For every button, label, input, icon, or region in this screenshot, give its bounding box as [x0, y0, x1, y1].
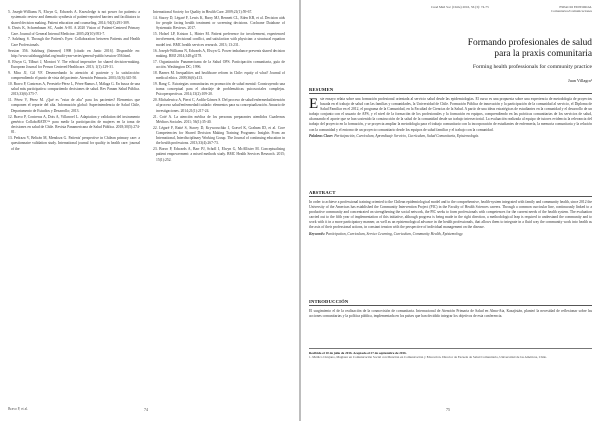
abstract-heading: ABSTRACT [309, 190, 592, 197]
running-head-section [551, 5, 592, 13]
reference-item: 7. Salzburg S. Through the Patient's Eyes: Collaboration between Patients and Health Care Professionals. [8, 37, 140, 47]
reference-item: 22. Légaré F, Ratté S, Stacey D, Kryworuchko J, Gravel K, Graham ID, et al. Core Competencies for Shared Decision Making Training Programs: Insights From an International, Interdisciplinary Working Group. The Journal of continuing education in the health professions. 2013;33(4):267-73. [153, 125, 285, 146]
article-title [392, 38, 592, 60]
affiliation-note: 1. Médico Cirujano, Magíster en Comunicación Social con Mención en Comunicación y Educación. Director de Escuela de Salud Comunitaria, Universidad de las Américas, Chile. [309, 355, 547, 360]
reference-item: 20. Michalewicz A, Pierri C, Ardila-Gómez S. Del proceso de salud/enfermedad/atención al proceso salud/enfermedad/cuidado: elementos para su conceptualización. Anuario de investigaciones. 2014;21(1):217-24. [153, 98, 285, 113]
reference-item: 11. Pérez V, Pérez M. ¿Qué es "estar de alta" para los pacientes? Elementos que componen el reporte del alta. Información global: Superintendencia de Salud Chile, Departamento de Estudios y Desarrollo; 2013. [8, 98, 140, 113]
running-head-journal: Cuad Méd Soc (Chile) 2016, 56 (3): 74-75 [431, 5, 489, 9]
references-column-1 [8, 10, 140, 152]
resumen-keywords [309, 134, 592, 139]
right-page [301, 0, 600, 421]
reference-item: International Society for Quality in Health Care. 2009;21(1):59-67. [153, 10, 253, 14]
abstract-text: In order to achieve a professional training oriented to the Chilean epidemiological model and to the comprehensive, health-system integrated with family and community health, since 2012 the University of the Americas has established the Community Intervention Project (PIC) in the Faculty of Health Sciences careers. Through a common curricular line, continuously linked to a productive community and concentrated on strengthening the social network, the PIC seeks to form professionals with competences for the current needs of the health system. The evaluation carried out to the fifth year of implementation of this initiative, although progress is being made in the right direction, a methodological leap is required to understand the community and to work with it in a more participatory manner, as well as an epistemological advance in the health professionals, that allows them to integrate in a fluid way the community work into health as the axis of their professional actions, in constant tension with the perspective of individual management on the disease. [309, 200, 592, 230]
intro-heading: INTRODUCCIÓN [309, 299, 592, 306]
footnotes [309, 348, 592, 360]
article-subtitle: Forming health professionals for community practice [472, 64, 592, 70]
page-number: 74 [144, 407, 148, 412]
reference-item: 14. Stacey D, Légaré F, Lewis K, Barry MJ, Bennett CL, Eden KB, et al. Decision aids for people facing health treatment or screening decisions. Cochrane Database of Systematic Reviews. 2017. [153, 15, 285, 31]
reference-item: 9. Mira JJ, Gil VF. Desenredando la atención al paciente y la satisfacción: comprendiendo el punto de vista del paciente. Atención Primaria. 2003;31(6):345-50. [8, 70, 140, 80]
title-line: Formando profesionales de salud [467, 38, 592, 48]
reference-item: 23. Bravo P, Edwards A, Barr PJ, Scholl I, Elwyn G, McAllister M. Conceptualising patient empowerment: a mixed methods study. BMC Health Services Research. 2015; 15(1):252. [153, 147, 285, 162]
keywords-list: Participación, Currículum, Aprendizaje Servicio, Currículum, Salud Comunitaria, Epistemología. [334, 133, 480, 138]
reference-item: 15. Holzel LP, Kriston L, Härter M. Patient preference for involvement, experienced involvement, decisional conflict, and satisfaction with physician: a structural equation model test. BMC health services research. 2013; 13:231. [153, 32, 285, 47]
keywords-label: Palabras Clave: [309, 133, 334, 138]
reference-item: 12. Bravo P, Contreras A, Dois A, Villarroel L. Adaptation y validation del instrumento genérico CollaboRATE™ para medir la participación de mujeres en la toma de decisiones en salud de Chile. Revista Panamericana de Salud Pública. 2018;30(5):274-81. [8, 114, 140, 135]
keywords-list: Participation, Curriculum, Service Learning, Curriculum, Community Health, Epistemology. [325, 231, 464, 236]
section-sublabel: Comentarios/Comunicaciones [551, 9, 592, 14]
section-label: ESPACIO EDITORIAL [559, 5, 592, 9]
reference-item: 8. Elwyn G, Tilburt J, Montori V. The ethical imperative for shared decision-making. European Journal for Person Centered Healthcare. 2013; 1(1):129-31. [8, 59, 140, 69]
left-page [0, 0, 299, 421]
reference-item: 16. Joseph-Williams N, Edwards A, Elwyn G. Power imbalance prevents shared decision making. BMJ 2014;348:g3178. [153, 48, 285, 58]
reference-item: 5. Joseph-Williams N, Elwyn G, Edwards A. Knowledge is not power for patients: a systematic review and thematic synthesis of patient-reported barriers and facilitators to shared decision making. Patient education and counseling. 2014; 94(3):291-309. [8, 10, 140, 25]
resumen-body [309, 97, 592, 139]
reference-item: 6. Davis K, Schoenbaum SC, Audet A-M. A 2020 Vision of Patient-Centered Primary Care. Journal of General Internal Medicine. 2005;20(10):953-7. [8, 26, 140, 36]
reference-item: 18. Barnes M. Inequalities and healthcare reform in Chile: equity of what? Journal of medical ethics. 2009;36(6):413. [153, 70, 285, 80]
abstract-keywords [309, 232, 592, 237]
received-note: Recibido el 10 de julio de 2016. Aceptado el 27 de septiembre de 2016. [309, 351, 407, 355]
reference-item: 19. Bang C. Estrategias comunitarias en promoción de salud mental: Construyendo una trama conceptual para el abordaje de problemáticas psicosociales complejas. Psicoperspectivas. 2014;13(2):109-20. [153, 81, 285, 97]
page-number: 75 [446, 407, 450, 412]
reference-item: 17. Organización Panamericana de la Salud OPS. Participación comunitaria, guía de acción. Washington DC; 1996. [153, 59, 285, 69]
footer-author: Bravo P, et al. [8, 407, 29, 411]
reference-item: Session 356. Salzburg (Internet) 1998 [citado en Junio 2016]. Disponible en: http://www.salzburgglobal.org/multi-year-series/general-public/session-356.html. [8, 48, 140, 58]
reference-item: 13. Pedraza V, Beltrán M, Mendoza G. Patients' perspective in Chilean primary care: a questionnaire validation study. International journal for quality in health care: journal of the [8, 136, 140, 151]
abstract-body [309, 200, 592, 237]
intro-body: El surgimiento el de la realización de la cosmovisión de comunitaria. Internacional de Atención Primaria de Salud en Alma-Ata, Kazajistán, planteó la necesidad de reflexionar sobre las acciones comunitarias y la política pública, implementada en los países que han decidido integrar los objetivos de esta conferencia. [309, 309, 592, 319]
article-author: Juan Villagra¹ [568, 78, 592, 83]
reference-item: 21. Coté A. La atención médica de los personas preparantes atendidos Cuadernos Médicos Sociales. 2011; 56(1):35-40. [153, 114, 285, 124]
reference-item: 10. Bravo P, Contreras A, Perestelo-Pérez L, Pérez-Ramos J, Málaga G. En busca de una salud más participativa: compartiendo decisiones de salud. Rev Panam Salud Pública. 2013;33(6):375-7. [8, 81, 140, 97]
resumen-heading: RESUMEN [309, 87, 592, 94]
title-line: para la praxis comunitaria [494, 49, 592, 59]
references-column-2 [153, 10, 285, 164]
resumen-text: ste ensayo relata sobre una formación profesional orientada al servicio salud desde las epidemiologías. El curso es una propuesta sobre una experiencia de metodología de proyectos basada en el trabajo de salud con las familias y comunidades, la Universidad de Chile. Formación Pública de innovación y la participación de la comunidad al servicio, el Diploma de Salud Familiar en el 2012, el programa de la Comunidad, en la Facultad de Ciencias de la Salud. A partir de una ideas estratégicas de estudiantes en la comunidad y el desarrollo de un trabajo conjunto con el usuario de APS, y el nivel de la formación de los profesionales y la formación en equipos, comprendiendo en las prácticas comunitarias de los servicios de salud, alcanzando el aporte que se han sostenido la construcción de la salud de la comunidad desde un trabajo intersectorial. La evaluación realizada al equipo de tutores evidencia la relevancia del trabajo del proyecto en la formación, y se proyecta ampliar la metodología para el trabajo comunitario con la incorporación de estudiantes de enfermería, la memoria comunitaria y la relación con la comunidad y el entorno de un proyecto comunitario desde los equipos de salud familiar y el trabajo con la comunidad. [309, 97, 592, 132]
drop-cap: E [309, 95, 319, 112]
keywords-label: Keywords: [309, 231, 325, 236]
